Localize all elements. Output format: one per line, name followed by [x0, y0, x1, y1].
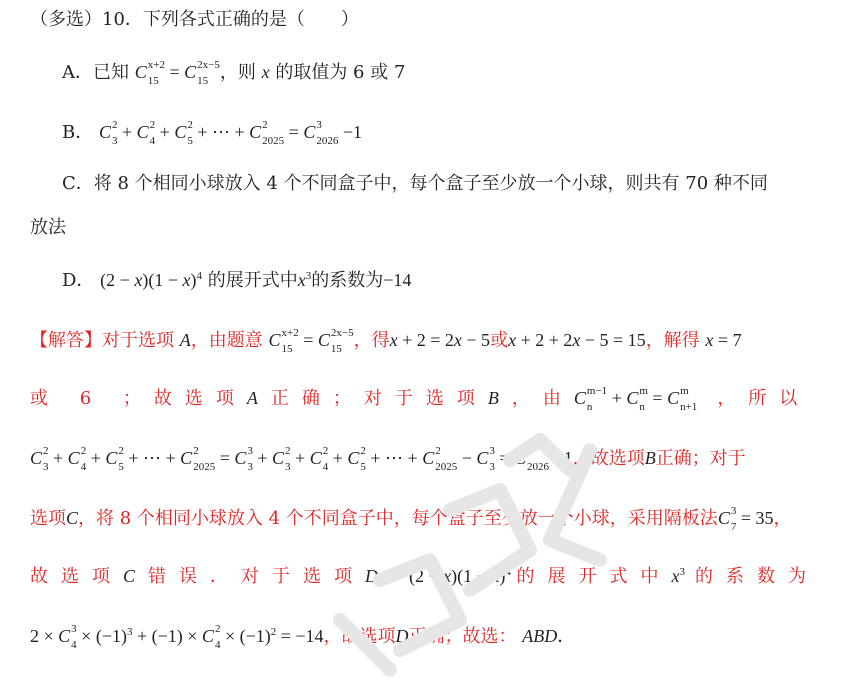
answer: ABD	[522, 626, 558, 646]
option-d	[62, 268, 411, 293]
solution-text: ，故选项	[323, 626, 396, 647]
option-a-equation: C x+2 15 = C 2x−5 15	[134, 58, 220, 87]
solution-coef-calc: 2 × C 3 4 × $(-1)^3 + (-1) \times C$ 2 4 × $(-1)^2 = -14$	[30, 622, 324, 651]
solution-tag: 【解答】	[30, 330, 102, 351]
solution-eq-1: C x+2 15 = C 2x−5 15	[268, 326, 354, 355]
var-B: B	[644, 448, 656, 468]
question-header	[30, 8, 359, 32]
solution-sum: C 2 3 + C 2 4 + C 2 5 + ⋯ + C 2 2025 = C 3 3 + C 2 3 + C 2 4 + C 2 5 + ⋯ + C 2 2025 − C 3 3 = C 3 2026 −1	[30, 444, 573, 473]
solution-text: ，由	[511, 388, 574, 409]
option-d-term: $x^3$	[297, 270, 312, 290]
option-b	[62, 120, 362, 145]
solution-text: ，故选项	[572, 448, 645, 469]
option-a-var: x	[261, 62, 270, 82]
option-b-prefix: B．	[62, 122, 94, 143]
solution-line-6	[30, 624, 575, 649]
option-c-line1	[62, 172, 768, 196]
solution-expression: $(2 - x)(1 - x)^4$	[409, 566, 511, 586]
var-B: B	[487, 388, 512, 408]
solution-text: 对于选项	[102, 330, 174, 351]
solution-text: 选项	[30, 508, 66, 529]
option-d-prefix: D．	[62, 270, 95, 291]
solution-text: ，	[378, 566, 410, 587]
var-D: D	[395, 626, 409, 646]
solution-line-3	[30, 446, 746, 471]
solution-identity: C m−1 n + C m n = C m n+1	[573, 384, 698, 413]
option-b-equation: C 2 3 + C 2 4 + C 2 5 + ⋯ + C 2 2025 = C 3 2026 −1	[98, 118, 362, 147]
var-C: C	[123, 566, 149, 586]
option-c-text-cont: 放法	[30, 217, 66, 238]
solution-text: 故选项	[30, 566, 123, 587]
option-c-text: C．将 8 个相同小球放入 4 个不同盒子中，每个盒子至少放一个小球，则共有 70 种不同	[62, 173, 768, 194]
solution-text: 正确；对于选项	[270, 388, 488, 409]
solution-text: 错误．对于选项	[148, 566, 366, 587]
var-C: C	[66, 508, 79, 528]
solution-line-1	[30, 328, 742, 353]
option-d-suffix: 的展开式中	[207, 270, 298, 291]
solution-text: ，所以	[717, 388, 811, 409]
option-a	[62, 60, 405, 85]
solution-text: ，得	[353, 330, 390, 351]
option-a-suffix: 的取值为 6 或 7	[275, 62, 406, 83]
solution-text: 的展开式中	[516, 566, 672, 587]
solution-eq-2: x + 2 = 2x − 5	[389, 330, 491, 350]
solution-text: 或	[490, 330, 509, 351]
solution-text: 正确；对于	[655, 448, 746, 469]
solution-text: ，解得	[645, 330, 700, 351]
var-A: A	[179, 330, 191, 350]
solution-term: $x^3$	[671, 566, 686, 586]
option-d-coef: 的系数为	[311, 270, 384, 291]
solution-eq-4: x = 7	[705, 330, 742, 350]
option-d-value: −14	[383, 270, 412, 290]
solution-end: ．	[557, 626, 576, 647]
solution-line-4: 选项C，将 8 个相同小球放入 4 个不同盒子中，每个盒子至少放一个小球，采用隔板法C 3 7 = 35，	[30, 504, 792, 533]
solution-text: ，由题意	[190, 330, 263, 351]
solution-text: 或 6 ；故选项	[30, 388, 247, 409]
option-d-expression: $(2 - x)(1 - x)^4$	[100, 270, 202, 290]
option-c-line2	[30, 216, 66, 240]
solution-line-5	[30, 564, 819, 589]
option-a-then: ，则	[219, 62, 256, 83]
option-a-prefix: A．已知	[62, 62, 129, 83]
solution-partition: C 3 7 = 35	[717, 504, 774, 533]
question-header-text: （多选）10．下列各式正确的是（ ）	[30, 9, 359, 30]
solution-line-2	[30, 386, 823, 411]
solution-eq-3: x + 2 + 2x − 5 = 15	[508, 330, 646, 350]
var-A: A	[246, 388, 271, 408]
solution-text: 正确；故选：	[408, 626, 517, 647]
var-D: D	[365, 566, 379, 586]
solution-text: 的系数为	[695, 566, 820, 587]
solution-text: ，将 8 个相同小球放入 4 个不同盒子中，每个盒子至少放一个小球，采用隔板法	[78, 508, 718, 529]
